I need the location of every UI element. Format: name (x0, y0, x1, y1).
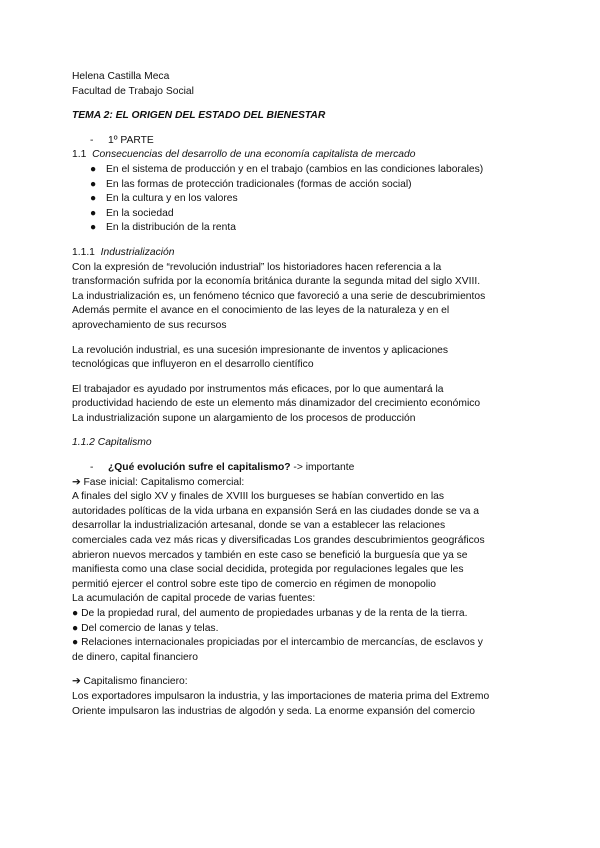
document-title: TEMA 2: EL ORIGEN DEL ESTADO DEL BIENESTAR (72, 110, 326, 122)
dash-marker: - (90, 134, 94, 146)
phase-heading: ➔ Capitalismo financiero: (72, 676, 188, 688)
list-item (72, 178, 532, 193)
paragraph-line: ● Relaciones internacionales propiciadas por el intercambio de mercancías, de esclavos y (72, 637, 483, 649)
bullet-marker: ● (90, 207, 97, 219)
list-item (72, 221, 532, 236)
dash-marker: - (90, 462, 94, 474)
question-line (72, 461, 532, 476)
list-item-text: En la distribución de la renta (106, 222, 236, 234)
paragraph-line: permitió ejercer el control sobre este tipo de comercio en régimen de monopolio (72, 578, 437, 590)
list-item-text: En el sistema de producción y en el trabajo (cambios en las condiciones laborales) (106, 163, 484, 175)
paragraph-line: manifiesta como una clase social decidida, protegida por regulaciones legales que les (72, 564, 464, 576)
list-item (72, 207, 532, 222)
paragraph-line: transformación sufrida por la economía británica durante la segunda mitad del siglo XVIII. (72, 276, 481, 288)
paragraph-line: productividad haciendo de este un elemento más dinamizador del crecimiento económico (72, 398, 481, 410)
bullet-marker: ● (90, 163, 97, 175)
paragraph-line: El trabajador es ayudado por instrumentos más eficaces, por lo que aumentará la (72, 383, 444, 395)
paragraph-line: comerciales cada vez más ricas y diversificadas Los grandes descubrimientos geográficos (72, 535, 485, 547)
section-title: Industrialización (100, 246, 175, 258)
list-item-text: En la cultura y en los valores (106, 193, 238, 205)
paragraph-line: Además permite el avance en el conocimiento de las leyes de la naturaleza y en el (72, 305, 450, 317)
paragraph-line: ● De la propiedad rural, del aumento de propiedades urbanas y de la renta de la tierra. (72, 608, 468, 619)
section-heading-1-1-2: 1.1.2 Capitalismo (72, 437, 152, 449)
bullet-marker: ● (90, 222, 97, 234)
paragraph-line: Con la expresión de “revolución industrial” los historiadores hacen referencia a la (72, 261, 442, 273)
question-note: -> importante (290, 462, 355, 474)
paragraph-line: A finales del siglo XV y finales de XVIII los burgueses se habían convertido en las (72, 491, 445, 503)
author-name: Helena Castilla Meca (72, 71, 170, 82)
paragraph-line: La industrialización es, un fenómeno técnico que favoreció a una serie de descubrimientos (72, 290, 486, 302)
bullet-marker: ● (90, 193, 97, 205)
section-heading-1-1-1 (72, 246, 532, 261)
section-number: 1.1.1 (72, 246, 95, 258)
list-item (72, 163, 532, 178)
list-item-text: En las formas de protección tradicionales (formas de acción social) (106, 178, 412, 190)
part-label-text: 1º PARTE (108, 134, 154, 146)
paragraph-line: Oriente impulsaron las industrias de algodón y seda. La enorme expansión del comercio (72, 705, 475, 717)
paragraph-line: Los exportadores impulsaron la industria, y las importaciones de materia prima del Extremo (72, 690, 490, 702)
bullet-marker: ● (90, 178, 97, 190)
list-item-text: En la sociedad (106, 207, 174, 219)
section-number: 1.1 (72, 149, 87, 161)
paragraph-line: aprovechamiento de sus recursos (72, 319, 227, 331)
document-page (72, 70, 532, 719)
paragraph-line: autoridades políticas de la vida urbana en expansión Será en las ciudades donde se va a (72, 505, 480, 517)
paragraph-line: La acumulación de capital procede de varias fuentes: (72, 593, 316, 605)
paragraph-line: abrieron nuevos mercados y también en este caso se benefició la burguesía que ya se (72, 549, 468, 561)
paragraph-line: ● Del comercio de lanas y telas. (72, 622, 219, 634)
paragraph-line: tecnológicas que influyeron en el desarrollo científico (72, 359, 314, 371)
question-text: ¿Qué evolución sufre el capitalismo? (108, 462, 291, 474)
section-heading-1-1 (72, 148, 532, 163)
phase-heading: ➔ Fase inicial: Capitalismo comercial: (72, 476, 245, 488)
paragraph-line: desarrollar la industrialización artesanal, donde se van a establecer las relaciones (72, 520, 446, 532)
paragraph-line: de dinero, capital financiero (72, 651, 198, 663)
part-label (72, 134, 532, 149)
list-item (72, 192, 532, 207)
section-title: Consecuencias del desarrollo de una economía capitalista de mercado (92, 149, 416, 161)
paragraph-line: La industrialización supone un alargamiento de los procesos de producción (72, 412, 416, 424)
paragraph-line: La revolución industrial, es una sucesión impresionante de inventos y aplicaciones (72, 344, 449, 356)
faculty-name: Facultad de Trabajo Social (72, 85, 194, 97)
